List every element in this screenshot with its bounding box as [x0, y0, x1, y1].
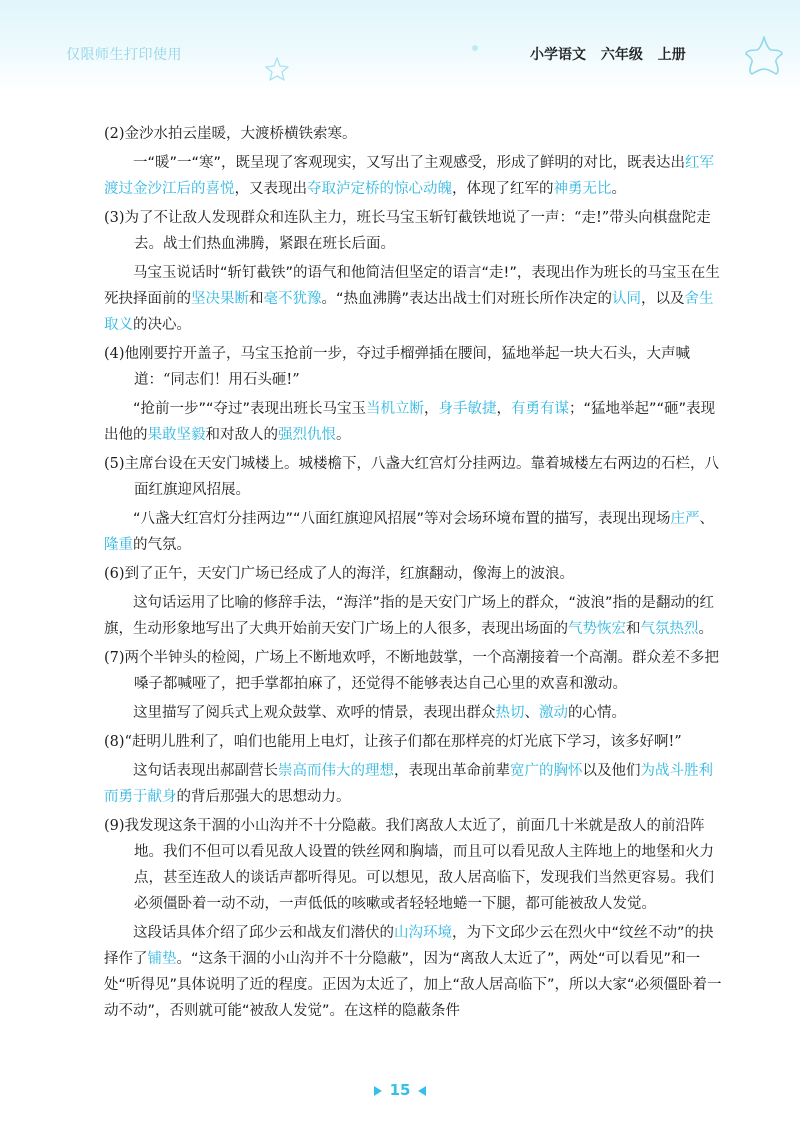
answer-text: ，以及 — [641, 291, 685, 307]
answer-text: 。 — [336, 427, 351, 443]
answer-keyword: 热切 — [495, 705, 525, 721]
answer-keyword: 山沟环境 — [394, 925, 452, 941]
answer-keyword: 神勇无比 — [553, 181, 612, 197]
answer-text: ，体现了红军的 — [452, 181, 554, 197]
answer-keyword: 红军渡过金沙江后的喜悦 — [104, 155, 715, 197]
answer-text: 马宝玉说话时“斩钉截铁”的语气和他简洁但坚定的语言“走!”，表现出作为班长的马宝玉在生死抉择面前的 — [104, 265, 720, 307]
question-text: (4)他刚要拧开盖子，马宝玉抢前一步，夺过手榴弹插在腰间，猛地举起一块大石头，大声喊道：“同志们！用石头砸!” — [104, 346, 691, 388]
question-text: (9)我发现这条干涸的小山沟并不十分隐蔽。我们离敌人太近了，前面几十米就是敌人的前沿阵地。我们不但可以看见敌人设置的铁丝网和胸墙，而且可以看见敌人主阵地上的地堡和火力点，甚至连敌人的谈话声都听得见。可以想见，敌人居高临下，发现我们当然更容易。我们必须僵卧着一动不动，一声低低的咳嗽或者轻轻地蜷一下腿，都可能被敌人发觉。 — [104, 818, 714, 912]
answer-text: 这里描写了阅兵式上观众鼓掌、欢呼的情景，表现出群众 — [133, 705, 496, 721]
question-text: (6)到了正午，天安门广场已经成了人的海洋，红旗翻动，像海上的波浪。 — [104, 566, 575, 582]
question-text: (7)两个半钟头的检阅，广场上不断地欢呼，不断地鼓掌，一个高潮接着一个高潮。群众差不多把嗓子都喊哑了，把手掌都拍麻了，还觉得不能够表达自己心里的欢喜和激动。 — [104, 650, 720, 692]
answer-text: ，为下文邱少云在烈火中“纹丝不动”的抉择作了 — [104, 925, 714, 967]
answer-text: 。 — [698, 621, 713, 637]
answer-keyword: 当机立断 — [366, 401, 425, 417]
answer-paragraph — [104, 506, 724, 558]
dot-icon — [471, 44, 479, 52]
answer-text: 。“热血沸腾”表达出战士们对班长所作决定的 — [321, 291, 613, 307]
answer-content — [104, 118, 724, 1024]
course-title: 小学语文 六年级 上册 — [530, 47, 686, 63]
question-text: (5)主席台设在天安门城楼上。城楼檐下，八盏大红宫灯分挂两边。靠着城楼左右两边的石栏，八面红旗迎风招展。 — [104, 456, 720, 498]
question-text: (2)金沙水拍云崖暖，大渡桥横铁索寒。 — [104, 126, 357, 142]
answer-paragraph — [104, 260, 724, 338]
answer-keyword: 夺取泸定桥的惊心动魄 — [307, 181, 452, 197]
answer-keyword: 激动 — [539, 705, 568, 721]
answer-text: 。“这条干涸的小山沟并不十分隐蔽”，因为“离敌人太近了”，两处“可以看见”和一处“听得见”具体说明了近的程度。正因为太近了，加上“敌人居高临下”，所以大家“必须僵卧着一动不动”，否则就可能“被敌人发觉”。在这样的隐蔽条件 — [104, 951, 722, 1019]
watermark-text: 仅限师生打印使用 — [66, 47, 182, 63]
answer-paragraph — [104, 700, 724, 726]
star-icon — [742, 34, 786, 78]
question-text: (3)为了不让敌人发现群众和连队主力，班长马宝玉斩钉截铁地说了一声：“走!”带头向棋盘陀走去。战士们热血沸腾，紧跟在班长后面。 — [104, 210, 711, 252]
answer-text: 和 — [249, 291, 264, 307]
answer-keyword: 庄严 — [670, 511, 700, 527]
answer-paragraph — [104, 590, 724, 642]
answer-keyword: 舍生取义 — [104, 291, 714, 333]
answer-text: ，表现出革命前辈 — [394, 763, 510, 779]
answer-text: 一“暖”一“寒”，既呈现了客观现实，又写出了主观感受，形成了鲜明的对比，既表达出 — [133, 155, 686, 171]
answer-paragraph — [104, 758, 724, 810]
answer-text: ， — [424, 401, 439, 417]
answer-keyword: 强烈仇恨 — [278, 427, 336, 443]
triangle-right-icon — [372, 1085, 384, 1097]
page-number-text: 15 — [389, 1081, 411, 1099]
answer-text: ；“猛地举起”“砸”表现出他的 — [104, 401, 716, 443]
answer-keyword: 认同 — [612, 291, 642, 307]
answer-paragraph — [104, 150, 724, 202]
answer-keyword: 宽广的胸怀 — [510, 763, 583, 779]
answer-paragraph — [104, 920, 724, 1024]
answer-text: 和对敌人的 — [205, 427, 278, 443]
answer-text: ，又表现出 — [234, 181, 307, 197]
answer-text: 这句话表现出郝副营长 — [133, 763, 278, 779]
answer-text: 、 — [524, 705, 539, 721]
answer-keyword: 身手敏捷 — [438, 401, 497, 417]
answer-text: 以及他们 — [582, 763, 641, 779]
answer-text: ， — [496, 401, 512, 417]
answer-keyword: 毫不犹豫 — [263, 291, 322, 307]
answer-text: 的心情。 — [568, 705, 626, 721]
answer-text: 的决心。 — [133, 317, 191, 333]
answer-keyword: 果敢坚毅 — [147, 427, 206, 443]
answer-keyword: 气氛热烈 — [640, 621, 699, 637]
answer-keyword: 隆重 — [104, 537, 133, 553]
answer-text: “八盏大红宫灯分挂两边”“八面红旗迎风招展”等对会场环境布置的描写，表现出现场 — [133, 511, 671, 527]
answer-text: 和 — [626, 621, 641, 637]
star-icon — [264, 56, 290, 82]
answer-text: 的背后那强大的思想动力。 — [176, 789, 351, 805]
answer-keyword: 崇高而伟大的理想 — [278, 763, 394, 779]
answer-paragraph — [104, 396, 724, 448]
answer-text: 的气氛。 — [133, 537, 191, 553]
answer-keyword: 有勇有谋 — [511, 401, 570, 417]
answer-keyword: 铺垫 — [147, 951, 177, 967]
question-text: (8)“赶明儿胜利了，咱们也能用上电灯，让孩子们都在那样亮的灯光底下学习，该多好啊!” — [104, 734, 682, 750]
answer-keyword: 气势恢宏 — [568, 621, 626, 637]
answer-keyword: 坚决果断 — [191, 291, 249, 307]
triangle-left-icon — [416, 1085, 428, 1097]
answer-keyword: 为战斗胜利而勇于献身 — [104, 763, 713, 805]
answer-text: 、 — [699, 511, 715, 527]
answer-text: 这句话运用了比喻的修辞手法，“海洋”指的是天安门广场上的群众，“波浪”指的是翻动的红旗，生动形象地写出了大典开始前天安门广场上的人很多，表现出场面的 — [104, 595, 715, 637]
answer-text: “抢前一步”“夺过”表现出班长马宝玉 — [133, 401, 367, 417]
answer-text: 。 — [611, 181, 626, 197]
page-number — [0, 1081, 800, 1099]
answer-text: 这段话具体介绍了邱少云和战友们潜伏的 — [133, 925, 394, 941]
